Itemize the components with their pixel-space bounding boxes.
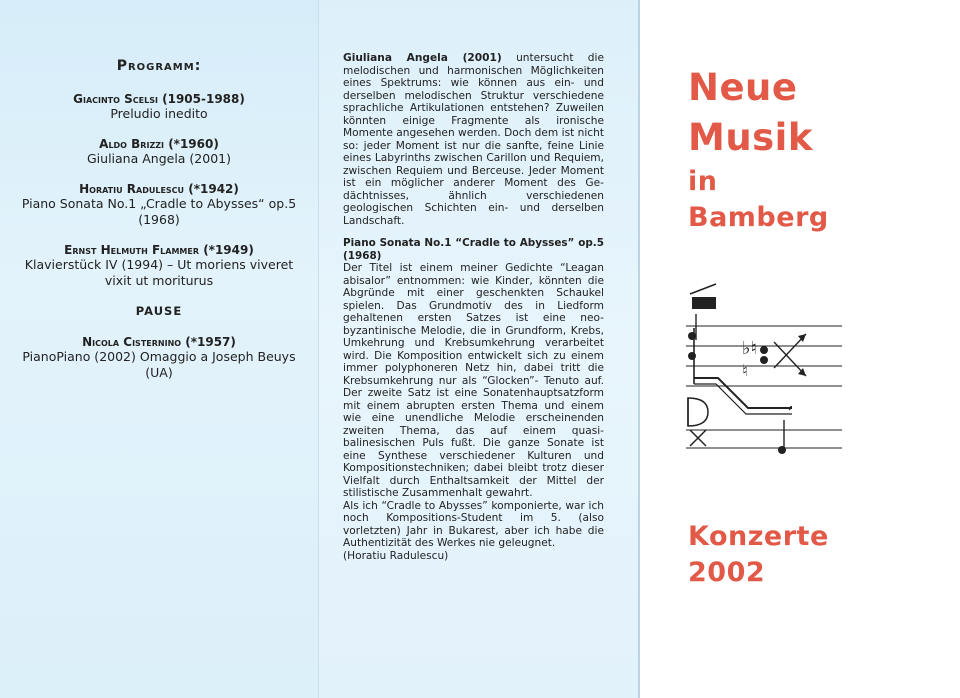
notes-paragraph — [343, 237, 604, 500]
notes-paragraph — [343, 500, 604, 550]
pause-label: PAUSE — [135, 304, 183, 318]
work-title: PianoPiano (2002) Omaggio a Joseph Beuys (UA) — [22, 349, 296, 380]
program-panel — [0, 0, 318, 698]
program-title: Programm: — [116, 58, 202, 74]
program-entry — [14, 182, 304, 228]
title-line: Bamberg — [688, 202, 829, 233]
program-entry — [14, 137, 304, 167]
notes-paragraph — [343, 52, 604, 227]
footer-line: Konzerte — [688, 521, 829, 552]
composer-name: Ernst Helmuth Flammer (*1949) — [64, 243, 254, 257]
notes-text: Als ich “Cradle to Abysses” komponierte, war ich noch Kompositions-Student im 5. (also vorletzten) Jahr in Bukarest, aber ich habe die Authentizität des Werkes nie geleugnet. — [343, 499, 604, 549]
composer-name: Horatiu Radulescu (*1942) — [79, 182, 239, 196]
svg-text:,: , — [788, 392, 794, 413]
work-title: Piano Sonata No.1 „Cradle to Abysses“ op.5 (1968) — [21, 196, 297, 227]
work-title: Preludio inedito — [110, 106, 208, 121]
notes-heading: Piano Sonata No.1 “Cradle to Abysses” op.5 (1968) — [343, 237, 604, 262]
composer-name: Nicola Cisternino (*1957) — [82, 335, 236, 349]
svg-text:♮: ♮ — [742, 361, 748, 380]
title-line: Musik — [688, 116, 813, 159]
notes-text: Der Titel ist einem meiner Gedichte “Leagan abisalor” entnommen: wie Kinder, könnten die Abgründe mit einer geschenkten Schaukel spielen. Das Grundmotiv des in Liedform gehaltenen ersten Satzes ist eine neo-byzantinische Melodie, die in Grundform, Krebs, Umkehrung und Krebsumkehrung verarbeitet wird. Die Komposition entwickelt sich zu einem immer polyphoneren Netz hin, dabei tritt die Krebsumkehrung nur als “Glocken”- Tenuto auf. Der zweite Satz ist eine Sonatenhauptsatzform mit einem abrupten ersten Thema und einem wie eine unendliche Melodie erscheinenden zweiten Thema, das auf einem quasi-balinesischen Puls fußt. Die ganze Sonate ist eine Synthese verschiedener Kulturen und Kompositionstechniken; dabei bleibt trotz dieser Vielfalt durch Enthaltsamkeit der Mittel der stilistische Zusammenhalt gewahrt. — [343, 262, 604, 499]
signature-text: (Horatiu Radulescu) — [343, 549, 449, 562]
title-line: in — [688, 166, 718, 197]
footer-line: 2002 — [688, 557, 766, 588]
cover-panel — [638, 0, 960, 698]
music-score-graphic — [682, 280, 852, 470]
program-entry — [14, 92, 304, 122]
program-entry — [14, 335, 304, 381]
composer-name: Aldo Brizzi (*1960) — [99, 137, 219, 151]
work-title: Klavierstück IV (1994) – Ut moriens viveret vixit ut moriturus — [24, 257, 294, 288]
program-entry — [14, 243, 304, 289]
notes-signature — [343, 550, 604, 563]
title-line: Neue — [688, 66, 798, 109]
work-title: Giuliana Angela (2001) — [86, 151, 231, 166]
svg-text:♭♮: ♭♮ — [742, 338, 757, 359]
notes-panel — [318, 0, 638, 698]
notes-text: untersucht die melodischen und harmonischen Möglichkeiten eines Spektrums: wie können aus ein- und derselben melodischen Struktur verschiedene sprachliche Artikulationen entstehen? Zuweilen könnten einige Fragmente als ironische Momente angesehen werden. Doch dem ist nicht so: jeder Moment ist nur die sanfte, feine Linie eines Labyrinths zwischen Carillon und Requiem, zwischen Requiem und Berceuse. Jeder Moment ist ein möglicher anderer Moment des Gedächtnisses, ähnlich verschiedenen geologischen Schichten ein- und derselben Landschaft. — [343, 52, 604, 227]
composer-name: Giacinto Scelsi (1905-1988) — [73, 92, 245, 106]
notes-heading: Giuliana Angela (2001) — [343, 52, 502, 64]
